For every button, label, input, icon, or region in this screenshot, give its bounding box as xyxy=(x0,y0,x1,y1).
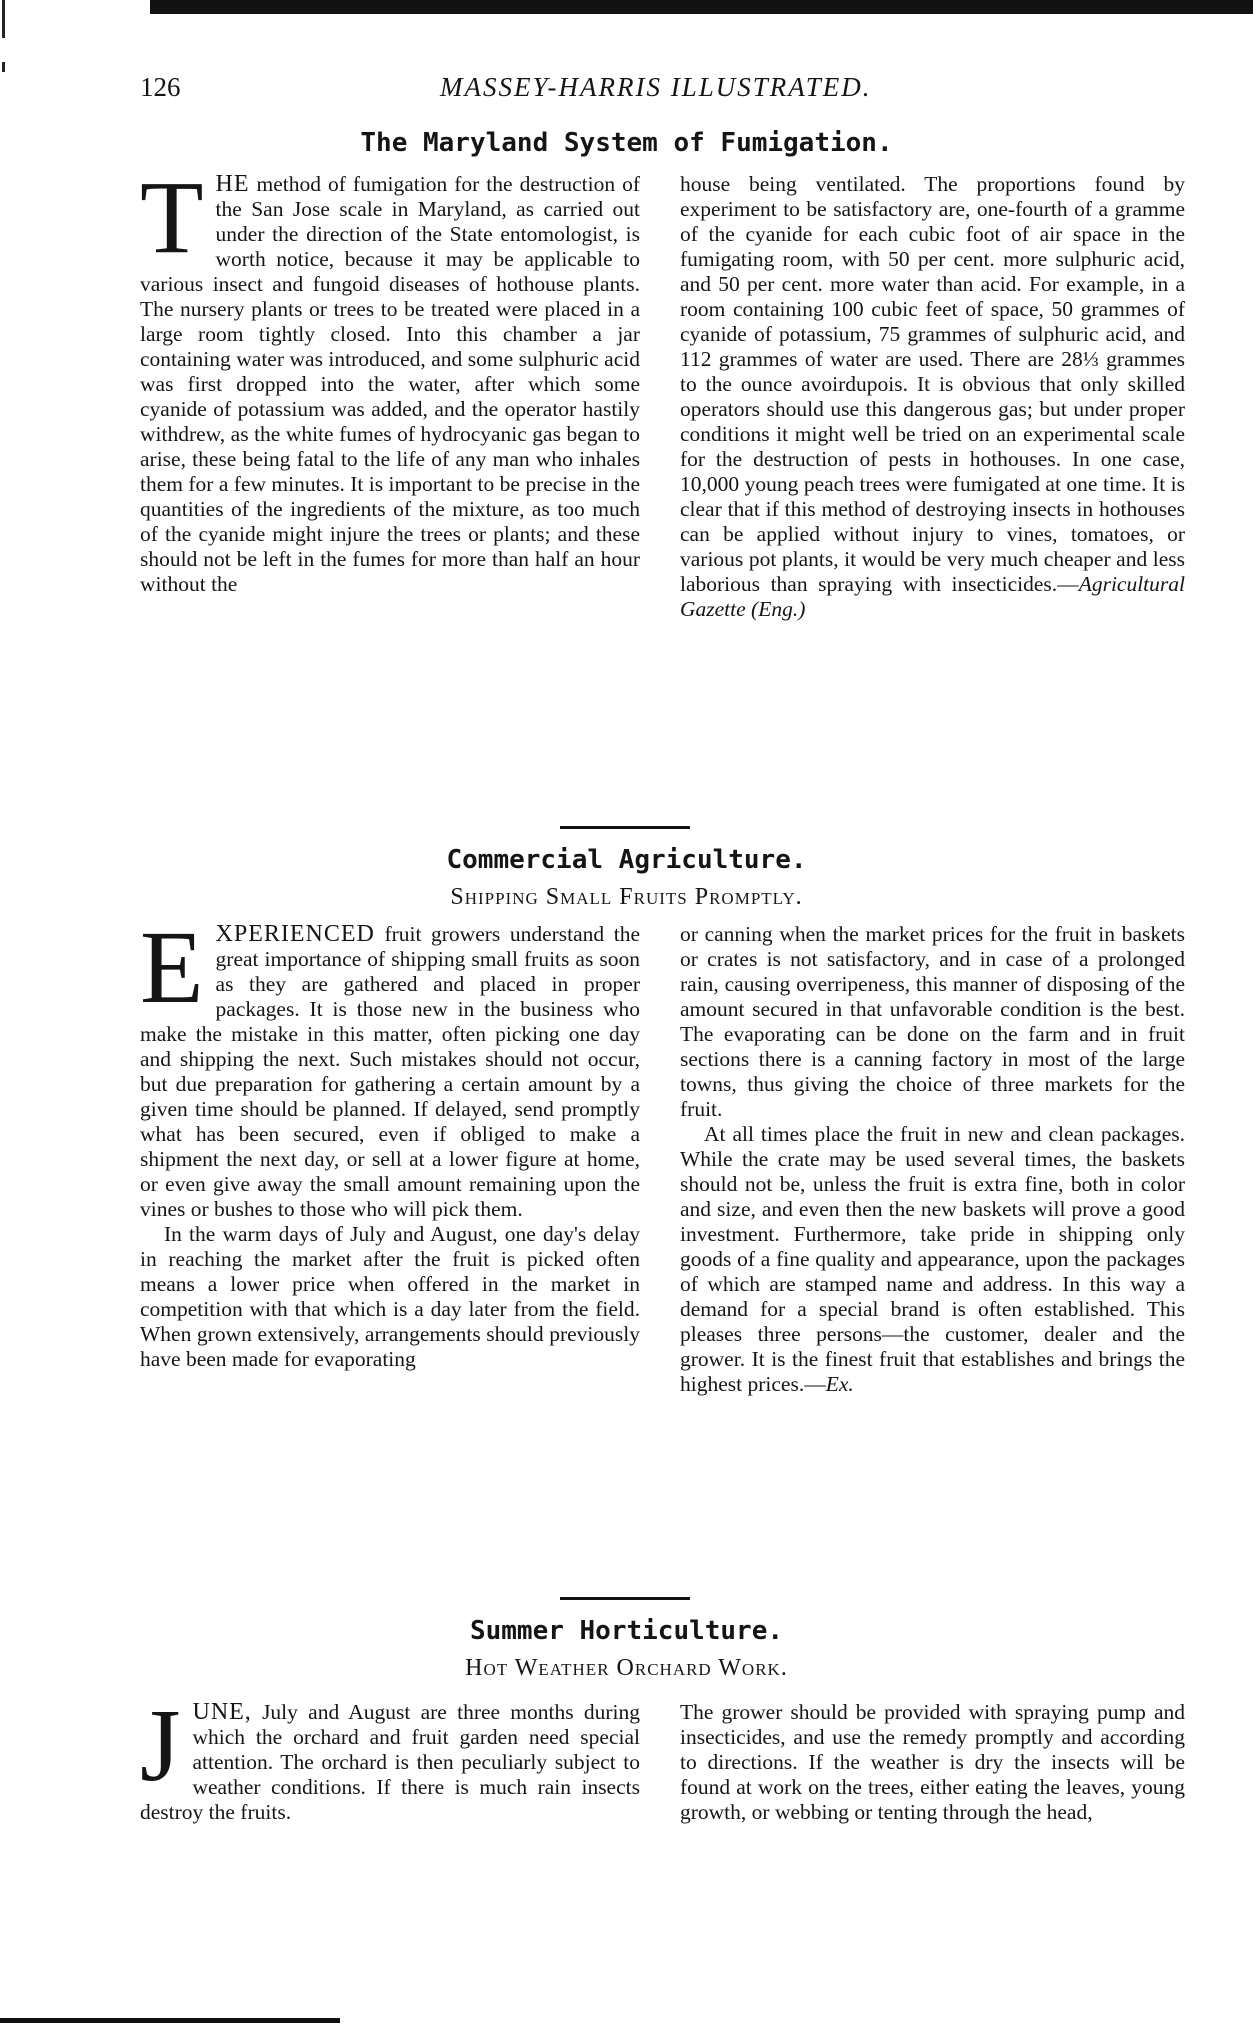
source-credit: Ex. xyxy=(825,1372,854,1396)
summer-title: Summer Horticulture. xyxy=(469,1616,784,1646)
fumigation-text-left: method of fumigation for the destruction of the San Jose scale in Maryland, as carried out under the direction of the State entomologist, is worth notice, because it may be applicable to various insect and fungoid diseases of hothouse plants. The nursery plants or trees to be treated were placed in a large room tightly closed. Into this chamber a jar containing water was introduced, and some sulphuric acid was first dropped into the water, after which some cyanide of potassium was added, and the operator hastily withdrew, as the white fumes of hydrocyanic gas began to arise, these being fatal to the life of any man who inhales them for a few minutes. It is important to be precise in the quantities of the ingredients of the mixture, as too much of the cyanide might injure the trees or plants; and these should not be left in the fumes for more than half an hour without the xyxy=(140,172,641,596)
fumigation-column-right xyxy=(680,172,1185,622)
source-credit: Agricultural Gazette (Eng.) xyxy=(680,572,1185,621)
summer-text: July and August are three months during which the orchard and fruit garden need special attention. The orchard is then peculiarly subject to weather conditions. If there is much rain insects destroy the fruits. xyxy=(140,1700,640,1824)
summer-paragraph xyxy=(140,1688,640,1825)
fumigation-paragraph xyxy=(140,160,641,597)
drop-cap: J xyxy=(140,1688,181,1803)
commercial-title: Commercial Agriculture. xyxy=(446,845,807,875)
lead-word: UNE, xyxy=(192,1699,252,1725)
commercial-paragraph xyxy=(140,910,640,1222)
summer-column-right xyxy=(680,1700,1185,1825)
lead-word: XPERIENCED xyxy=(215,921,375,947)
summer-subtitle: Hot Weather Orchard Work. xyxy=(465,1655,788,1681)
drop-cap: E xyxy=(140,910,204,1025)
commercial-paragraph: or canning when the market prices for the fruit in baskets or crates is not satisfactory, and in case of a prolonged rain, causing overripeness, this manner of disposing of the amount secured in that unfavorable condition is the best. The evaporating can be done on the farm and in fruit sections there is a canning factory in most of the large towns, thus giving the choice of three markets for the fruit. xyxy=(680,922,1185,1121)
commercial-paragraph: In the warm days of July and August, one day's delay in reaching the market after the fruit is picked often means a lower price when offered in the market in competition with that which is a day later from the field. When grown extensively, arrangements should previously have been made for evaporating xyxy=(140,1222,640,1371)
fumigation-text-right: house being ventilated. The proportions found by experiment to be satisfactory are, one-fourth of a gramme of the cyanide for each cubic foot of air space in the fumigating room, with 50 per cent. more sulphuric acid, and 50 per cent. more water than acid. For example, in a room containing 100 cubic feet of space, 50 grammes of cyanide of potassium, 75 grammes of sulphuric acid, and 112 grammes of water are used. There are 28⅓ grammes to the ounce avoirdupois. It is obvious that only skilled operators should use this dangerous gas; but under proper conditions it might well be tried on an experimental scale for the destruction of pests in hothouses. In one case, 10,000 young peach trees were fumigated at one time. It is clear that if this method of destroying insects in hothouses can be applied without injury to vines, tomatoes, or various pot plants, it would be very much cheaper and less laborious than spraying with insecticides.— xyxy=(680,172,1185,596)
commercial-subtitle: Shipping Small Fruits Promptly. xyxy=(450,884,803,910)
commercial-text: fruit growers understand the great importance of shipping small fruits as soon as they are gathered and placed in proper packages. It is those new in the business who make the mistake in this matter, often picking one day and shipping the next. Such mistakes should not occur, but due preparation for gathering a certain amount by a given time should be planned. If delayed, send promptly what has been secured, even if obliged to make a shipment the next day, or sell at a lower figure at home, or even give away the small amount remaining upon the vines or bushes to those who will pick them. xyxy=(140,922,640,1221)
summer-column-left xyxy=(140,1688,640,1825)
fumigation-title: The Maryland System of Fumigation. xyxy=(360,128,893,158)
commercial-paragraph xyxy=(680,1122,1185,1397)
lead-word: HE xyxy=(215,171,250,197)
running-title: MASSEY-HARRIS ILLUSTRATED. xyxy=(440,72,872,102)
commercial-column-right xyxy=(680,922,1185,1397)
top-rule xyxy=(150,0,1253,14)
commercial-text: At all times place the fruit in new and clean packages. While the crate may be used several times, the baskets should not be, unless the fruit is extra fine, both in color and size, and even then the new baskets will prove a good investment. Furthermore, take pride in shipping only goods of a fine quality and appearance, upon the packages of which are stamped name and address. In this way a demand for a special brand is often established. This pleases three persons—the customer, dealer and the grower. It is the finest fruit that establishes and brings the highest prices.— xyxy=(680,1122,1185,1396)
fumigation-column-left xyxy=(140,160,641,597)
summer-paragraph: The grower should be provided with spraying pump and insecticides, and use the remedy promptly and according to directions. If the weather is dry the insects will be found at work on the trees, either eating the leaves, young growth, or webbing or tenting through the head, xyxy=(680,1700,1185,1824)
edge-mark xyxy=(2,62,5,72)
fumigation-paragraph xyxy=(680,172,1185,622)
page-number: 126 xyxy=(140,72,181,102)
section-divider xyxy=(560,826,690,829)
drop-cap: T xyxy=(140,160,204,275)
bottom-rule xyxy=(0,2018,340,2023)
page-header xyxy=(140,72,1193,112)
edge-mark xyxy=(2,0,5,38)
commercial-column-left xyxy=(140,910,640,1372)
section-divider xyxy=(560,1597,690,1600)
